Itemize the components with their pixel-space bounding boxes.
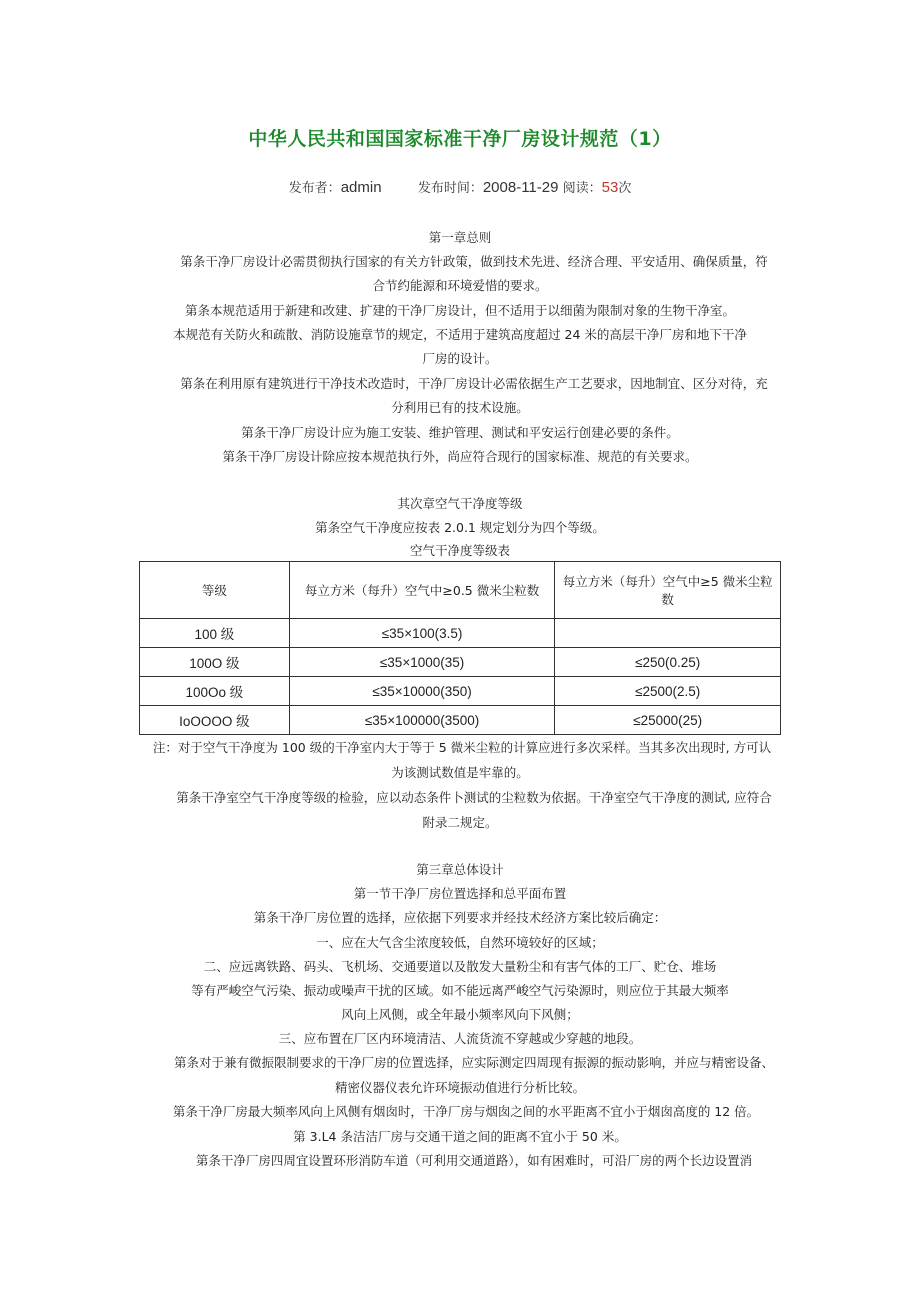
table-row xyxy=(140,677,781,706)
cleanliness-grade-table xyxy=(139,561,781,735)
read-label: 阅读： xyxy=(562,181,602,196)
paragraph-line: 本规范有关防火和疏散、消防设施章节的规定，不适用于建筑高度超过 24 米的高层干净厂房和地下干净 xyxy=(173,327,747,342)
table-row xyxy=(140,619,781,648)
table-cell: 100Oo 级 xyxy=(140,677,290,706)
section-heading: 第一节干净厂房位置选择和总平面布置 xyxy=(353,886,567,901)
paragraph-line: 精密仪器仪表允许环境振动值进行分析比较。 xyxy=(334,1080,585,1095)
page-title: 中华人民共和国国家标准干净厂房设计规范（1） xyxy=(248,128,672,150)
table-row xyxy=(140,706,781,735)
paragraph-line: 第条干净厂房最大频率风向上风侧有烟囱时，干净厂房与烟囱之间的水平距离不宜小于烟囱高度的 12 倍。 xyxy=(172,1104,760,1119)
paragraph-line: 一、应在大气含尘浓度较低，自然环境较好的区域； xyxy=(316,935,604,950)
table-cell: ≤25000(25) xyxy=(555,706,781,735)
publish-time-label: 发布时间： xyxy=(417,181,483,196)
table-row xyxy=(140,648,781,677)
table-caption: 空气干净度等级表 xyxy=(409,543,510,558)
table-header-cell: 等级 xyxy=(140,562,290,619)
paragraph-line: 第 3.L4 条洁洁厂房与交通干道之间的距离不宜小于 50 米。 xyxy=(293,1129,627,1144)
paragraph-line: 风向上风侧，或全年最小频率风向下风侧； xyxy=(341,1007,579,1022)
table-cell: ≤35×1000(35) xyxy=(289,648,555,677)
table-header-cell: 每立方米（每升）空气中≥5 微米尘粒数 xyxy=(555,562,781,619)
table-cell: IoOOOO 级 xyxy=(140,706,290,735)
paragraph-line: 第条在利用原有建筑进行干净技术改造时，干净厂房设计必需依据生产工艺要求，因地制宜、区分对待，充 xyxy=(180,376,768,391)
paragraph-line: 第条空气干净度应按表 2.0.1 规定划分为四个等级。 xyxy=(315,520,605,535)
paragraph-line: 第条干净厂房设计必需贯彻执行国家的有关方针政策，做到技术先进、经济合理、平安适用、确保质量，符 xyxy=(180,254,768,269)
table-header-cell: 每立方米（每升）空气中≥0.5 微米尘粒数 xyxy=(289,562,555,619)
chapter-heading: 第一章总则 xyxy=(428,230,492,245)
table-cell: 100O 级 xyxy=(140,648,290,677)
paragraph-line: 第条干净室空气干净度等级的检验，应以动态条件卜测试的尘粒数为依据。干净室空气干净度的测试, 应符合 xyxy=(176,790,772,805)
chapter-heading: 其次章空气干净度等级 xyxy=(397,496,523,511)
paragraph-line: 第条干净厂房位置的选择，应依据下列要求并经技术经济方案比较后确定： xyxy=(253,910,667,925)
table-cell: ≤2500(2.5) xyxy=(555,677,781,706)
paragraph-line: 附录二规定。 xyxy=(422,815,498,830)
paragraph-line: 第条对于兼有微振限制要求的干净厂房的位置选择，应实际测定四周现有振源的振动影响，并应与精密设备、 xyxy=(173,1055,774,1070)
publisher-label: 发布者： xyxy=(288,181,341,196)
paragraph-line: 厂房的设计。 xyxy=(422,351,498,366)
article-meta xyxy=(0,177,920,196)
paragraph-line: 三、应布置在厂区内环境清洁、人流货流不穿越或少穿越的地段。 xyxy=(278,1031,642,1046)
note-line: 注：对于空气干净度为 100 级的干净室内大于等于 5 微米尘粒的计算应进行多次采样。当其多次出现时, 方可认 xyxy=(152,740,772,755)
paragraph-line: 第条干净厂房设计应为施工安装、维护管理、测试和平安运行创建必要的条件。 xyxy=(241,425,679,440)
publisher-name: admin xyxy=(340,179,382,196)
paragraph-line: 等有严峻空气污染、振动或噪声干扰的区域。如不能远离严峻空气污染源时，则应位于其最大频率 xyxy=(191,983,729,998)
table-cell: ≤250(0.25) xyxy=(555,648,781,677)
note-line: 为该测试数值是牢靠的。 xyxy=(391,765,529,780)
paragraph-line: 合节约能源和环境爱惜的要求。 xyxy=(372,278,548,293)
table-cell: ≤35×100(3.5) xyxy=(289,619,555,648)
table-cell: ≤35×100000(3500) xyxy=(289,706,555,735)
paragraph-line: 二、应远离铁路、码头、飞机场、交通要道以及散发大量粉尘和有害气体的工厂、贮仓、堆场 xyxy=(203,959,717,974)
read-unit: 次 xyxy=(618,181,632,196)
paragraph-line: 第条干净厂房四周宜设置环形消防车道（可利用交通道路），如有困难时，可沿厂房的两个长边设置消 xyxy=(195,1153,753,1168)
paragraph-line: 第条干净厂房设计除应按本规范执行外，尚应符合现行的国家标准、规范的有关要求。 xyxy=(222,449,698,464)
read-count: 53 xyxy=(601,179,619,196)
paragraph-line: 第条本规范适用于新建和改建、扩建的干净厂房设计，但不适用于以细菌为限制对象的生物干净室。 xyxy=(184,303,735,318)
table-cell: 100 级 xyxy=(140,619,290,648)
table-cell xyxy=(555,619,781,648)
paragraph-line: 分利用已有的技术设施。 xyxy=(391,400,529,415)
table-cell: ≤35×10000(350) xyxy=(289,677,555,706)
table-header-row xyxy=(140,562,781,619)
chapter-heading: 第三章总体设计 xyxy=(416,862,504,877)
publish-time: 2008-11-29 xyxy=(482,179,559,196)
